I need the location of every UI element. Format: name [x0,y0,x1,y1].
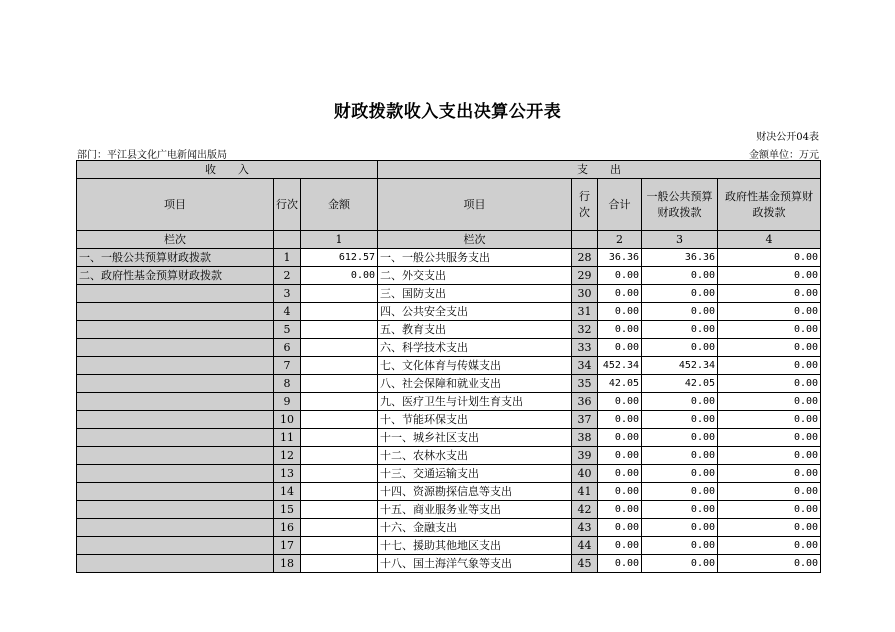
income-row-no-cell: 8 [274,375,301,393]
income-item-cell [77,285,274,303]
income-row-no-cell: 16 [274,519,301,537]
table-row [77,393,821,411]
income-amount-cell [301,429,378,447]
income-col-label: 栏次 [77,231,274,249]
general-budget-cell: 452.34 [642,357,718,375]
expense-total-cell: 0.00 [598,429,642,447]
general-budget-cell: 0.00 [642,483,718,501]
table-row [77,519,821,537]
general-budget-cell: 0.00 [642,429,718,447]
expense-total-header: 合计 [598,179,642,231]
fund-budget-cell: 0.00 [718,375,821,393]
header-row-sections [77,161,821,179]
expense-item-header: 项目 [378,179,572,231]
expense-item-cell: 三、国防支出 [378,285,572,303]
expense-item-cell: 一、一般公共服务支出 [378,249,572,267]
income-item-cell [77,483,274,501]
income-row-no-cell: 12 [274,447,301,465]
expense-total-cell: 42.05 [598,375,642,393]
col-index-3: 3 [642,231,718,249]
income-amount-header: 金额 [301,179,378,231]
expense-total-cell: 0.00 [598,411,642,429]
fund-budget-cell: 0.00 [718,429,821,447]
income-row-no-cell: 1 [274,249,301,267]
income-section-header: 收 入 [77,161,378,179]
income-item-cell [77,447,274,465]
income-row-no-cell: 2 [274,267,301,285]
fund-budget-cell: 0.00 [718,339,821,357]
income-row-no-cell: 15 [274,501,301,519]
income-item-cell [77,393,274,411]
table-row [77,555,821,573]
fund-budget-cell: 0.00 [718,411,821,429]
income-item-cell [77,321,274,339]
expense-total-cell: 0.00 [598,267,642,285]
income-amount-cell: 612.57 [301,249,378,267]
income-item-cell [77,411,274,429]
general-budget-header: 一般公共预算财政拨款 [642,179,718,231]
expense-item-cell: 八、社会保障和就业支出 [378,375,572,393]
expense-row-no-cell: 43 [572,519,598,537]
income-item-cell [77,375,274,393]
income-row-no-cell: 5 [274,321,301,339]
income-amount-cell [301,483,378,501]
income-row-no-cell: 14 [274,483,301,501]
fund-budget-cell: 0.00 [718,447,821,465]
table-row [77,267,821,285]
expense-total-cell: 452.34 [598,357,642,375]
income-amount-cell [301,465,378,483]
income-row-no-cell: 11 [274,429,301,447]
general-budget-cell: 0.00 [642,339,718,357]
income-row-no-cell: 10 [274,411,301,429]
expense-row-no-cell: 39 [572,447,598,465]
expense-item-cell: 十八、国土海洋气象等支出 [378,555,572,573]
department-label: 部门：平江县文化广电新闻出版局 [77,150,227,161]
expense-item-cell: 十七、援助其他地区支出 [378,537,572,555]
expense-section-header: 支 出 [378,161,821,179]
table-row [77,303,821,321]
col-index-2: 2 [598,231,642,249]
income-amount-cell [301,393,378,411]
table-row [77,429,821,447]
expense-item-cell: 二、外交支出 [378,267,572,285]
fund-budget-cell: 0.00 [718,393,821,411]
income-item-cell [77,501,274,519]
income-amount-cell [301,519,378,537]
income-amount-cell [301,555,378,573]
income-item-cell: 二、政府性基金预算财政拨款 [77,267,274,285]
expense-row-no-cell: 29 [572,267,598,285]
fund-budget-cell: 0.00 [718,465,821,483]
expense-col-label: 栏次 [378,231,572,249]
expense-total-cell: 0.00 [598,483,642,501]
expense-total-cell: 36.36 [598,249,642,267]
income-amount-cell [301,339,378,357]
income-row-no-cell: 9 [274,393,301,411]
expense-item-cell: 六、科学技术支出 [378,339,572,357]
fund-budget-cell: 0.00 [718,357,821,375]
expense-total-cell: 0.00 [598,447,642,465]
table-row [77,357,821,375]
amount-unit-label: 金额单位：万元 [749,150,819,161]
fund-budget-cell: 0.00 [718,519,821,537]
fund-budget-cell: 0.00 [718,483,821,501]
fund-budget-cell: 0.00 [718,303,821,321]
expense-row-no-cell: 34 [572,357,598,375]
general-budget-cell: 0.00 [642,411,718,429]
expense-row-no-header: 行次 [572,179,598,231]
fund-budget-cell: 0.00 [718,501,821,519]
income-item-cell [77,429,274,447]
expense-total-cell: 0.00 [598,339,642,357]
income-item-cell [77,537,274,555]
income-item-header: 项目 [77,179,274,231]
fund-budget-cell: 0.00 [718,267,821,285]
income-amount-cell [301,537,378,555]
general-budget-cell: 0.00 [642,303,718,321]
income-row-no-cell: 13 [274,465,301,483]
income-item-cell [77,357,274,375]
expense-item-cell: 十二、农林水支出 [378,447,572,465]
expense-row-no-cell: 41 [572,483,598,501]
expense-item-cell: 十、节能环保支出 [378,411,572,429]
expense-total-cell: 0.00 [598,501,642,519]
header-row-columns [77,179,821,231]
table-row [77,339,821,357]
expense-row-no-cell: 31 [572,303,598,321]
expense-total-cell: 0.00 [598,519,642,537]
expense-row-no-cell: 38 [572,429,598,447]
general-budget-cell: 0.00 [642,555,718,573]
income-amount-cell [301,411,378,429]
general-budget-cell: 0.00 [642,501,718,519]
table-row [77,249,821,267]
income-item-cell [77,465,274,483]
expense-total-cell: 0.00 [598,465,642,483]
col-index-1: 1 [301,231,378,249]
income-item-cell [77,339,274,357]
expense-total-cell: 0.00 [598,285,642,303]
expense-row-no-cell: 44 [572,537,598,555]
expense-total-cell: 0.00 [598,321,642,339]
expense-row-no-cell: 30 [572,285,598,303]
expense-item-cell: 五、教育支出 [378,321,572,339]
income-amount-cell [301,501,378,519]
general-budget-cell: 0.00 [642,537,718,555]
column-index-row [77,231,821,249]
expense-row-no-cell: 36 [572,393,598,411]
expense-row-no-cell: 33 [572,339,598,357]
expense-row-no-cell: 42 [572,501,598,519]
expense-item-cell: 十四、资源勘探信息等支出 [378,483,572,501]
general-budget-cell: 0.00 [642,285,718,303]
expense-row-no-cell: 28 [572,249,598,267]
income-row-no-cell: 17 [274,537,301,555]
table-row [77,321,821,339]
form-number: 财决公开04表 [756,132,819,143]
expense-row-no-cell: 37 [572,411,598,429]
expense-total-cell: 0.00 [598,303,642,321]
table-row [77,411,821,429]
expense-item-cell: 十五、商业服务业等支出 [378,501,572,519]
fund-budget-cell: 0.00 [718,249,821,267]
expense-total-cell: 0.00 [598,393,642,411]
table-row [77,375,821,393]
fund-budget-cell: 0.00 [718,321,821,339]
blank-cell [274,231,301,249]
general-budget-cell: 0.00 [642,447,718,465]
expense-item-cell: 十一、城乡社区支出 [378,429,572,447]
income-amount-cell [301,375,378,393]
income-item-cell [77,555,274,573]
table-row [77,501,821,519]
general-budget-cell: 0.00 [642,465,718,483]
table-row [77,447,821,465]
expense-item-cell: 十三、交通运输支出 [378,465,572,483]
expense-item-cell: 九、医疗卫生与计划生育支出 [378,393,572,411]
income-row-no-header: 行次 [274,179,301,231]
fund-budget-cell: 0.00 [718,537,821,555]
general-budget-cell: 36.36 [642,249,718,267]
expense-total-cell: 0.00 [598,555,642,573]
income-amount-cell [301,285,378,303]
income-row-no-cell: 6 [274,339,301,357]
income-row-no-cell: 3 [274,285,301,303]
table-row [77,537,821,555]
fund-budget-header: 政府性基金预算财政拨款 [718,179,821,231]
income-item-cell [77,303,274,321]
expense-row-no-cell: 45 [572,555,598,573]
income-amount-cell [301,447,378,465]
general-budget-cell: 0.00 [642,321,718,339]
income-row-no-cell: 18 [274,555,301,573]
income-amount-cell [301,357,378,375]
income-amount-cell: 0.00 [301,267,378,285]
general-budget-cell: 0.00 [642,519,718,537]
fund-budget-cell: 0.00 [718,555,821,573]
budget-table [76,160,821,573]
expense-item-cell: 七、文化体育与传媒支出 [378,357,572,375]
income-amount-cell [301,321,378,339]
general-budget-cell: 0.00 [642,267,718,285]
expense-row-no-cell: 32 [572,321,598,339]
income-item-cell [77,519,274,537]
expense-row-no-cell: 40 [572,465,598,483]
income-row-no-cell: 4 [274,303,301,321]
fund-budget-cell: 0.00 [718,285,821,303]
blank-cell [572,231,598,249]
expense-row-no-cell: 35 [572,375,598,393]
expense-item-cell: 十六、金融支出 [378,519,572,537]
page-title: 财政拨款收入支出决算公开表 [333,102,562,122]
table-row [77,285,821,303]
table-row [77,483,821,501]
income-amount-cell [301,303,378,321]
expense-item-cell: 四、公共安全支出 [378,303,572,321]
general-budget-cell: 42.05 [642,375,718,393]
expense-total-cell: 0.00 [598,537,642,555]
table-row [77,465,821,483]
income-row-no-cell: 7 [274,357,301,375]
income-item-cell: 一、一般公共预算财政拨款 [77,249,274,267]
col-index-4: 4 [718,231,821,249]
general-budget-cell: 0.00 [642,393,718,411]
